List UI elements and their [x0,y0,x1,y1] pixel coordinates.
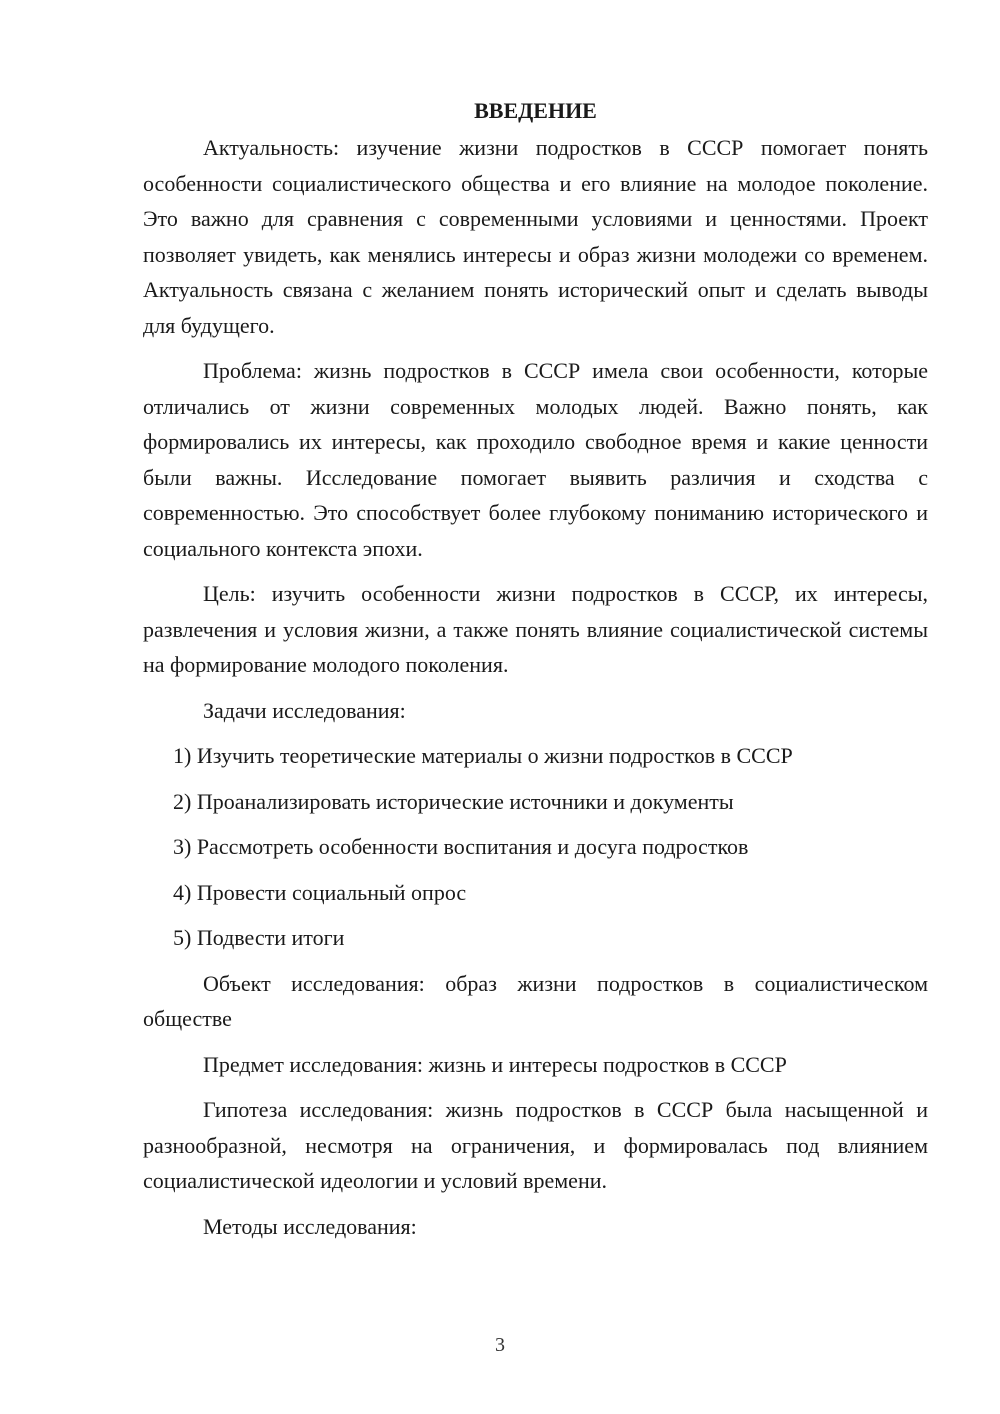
tasks-heading: Задачи исследования: [203,697,406,723]
methods-paragraph: Методы исследования: [203,1213,417,1239]
list-item: 1) Изучить теоретические материалы о жизни подростков в СССР [173,743,793,768]
list-item: 2) Проанализировать исторические источники и документы [173,788,734,814]
page-title: ВВЕДЕНИЕ [474,98,597,123]
hypothesis-paragraph: Гипотеза исследования: жизнь подростков в СССР была насыщенной и разнообразной, несмотря на ограничения, и формировалась под влиянием социалистической идеологии и условий времени. [143,1097,928,1193]
subject-paragraph: Предмет исследования: жизнь и интересы подростков в СССР [203,1051,787,1077]
problem-paragraph: Проблема: жизнь подростков в СССР имела свои особенности, которые отличались от жизни современных молодых людей. Важно понять, как формировались их интересы, как проходило свободное время и какие ценности были важны. Исследование помогает выявить различия и сходства с современностью. Это способствует более глубокому пониманию исторического и социального контекста эпохи. [143,358,928,561]
list-item: 5) Подвести итоги [173,925,345,950]
relevance-paragraph: Актуальность: изучение жизни подростков в СССР помогает понять особенности социалистического общества и его влияние на молодое поколение. Это важно для сравнения с современными условиями и ценностями. Проект позволяет увидеть, как менялись интересы и образ жизни молодежи со временем. Актуальность связана с желанием понять исторический опыт и сделать выводы для будущего. [143,135,928,338]
document-page [143,96,928,1254]
page-number: 3 [495,1334,505,1356]
object-paragraph: Объект исследования: образ жизни подростков в социалистическом обществе [143,970,928,1031]
tasks-list [143,738,928,956]
goal-paragraph: Цель: изучить особенности жизни подростков в СССР, их интересы, развлечения и условия жизни, а также понять влияние социалистической системы на формирование молодого поколения. [143,581,928,677]
list-item: 4) Провести социальный опрос [173,879,467,905]
list-item: 3) Рассмотреть особенности воспитания и досуга подростков [173,834,749,859]
